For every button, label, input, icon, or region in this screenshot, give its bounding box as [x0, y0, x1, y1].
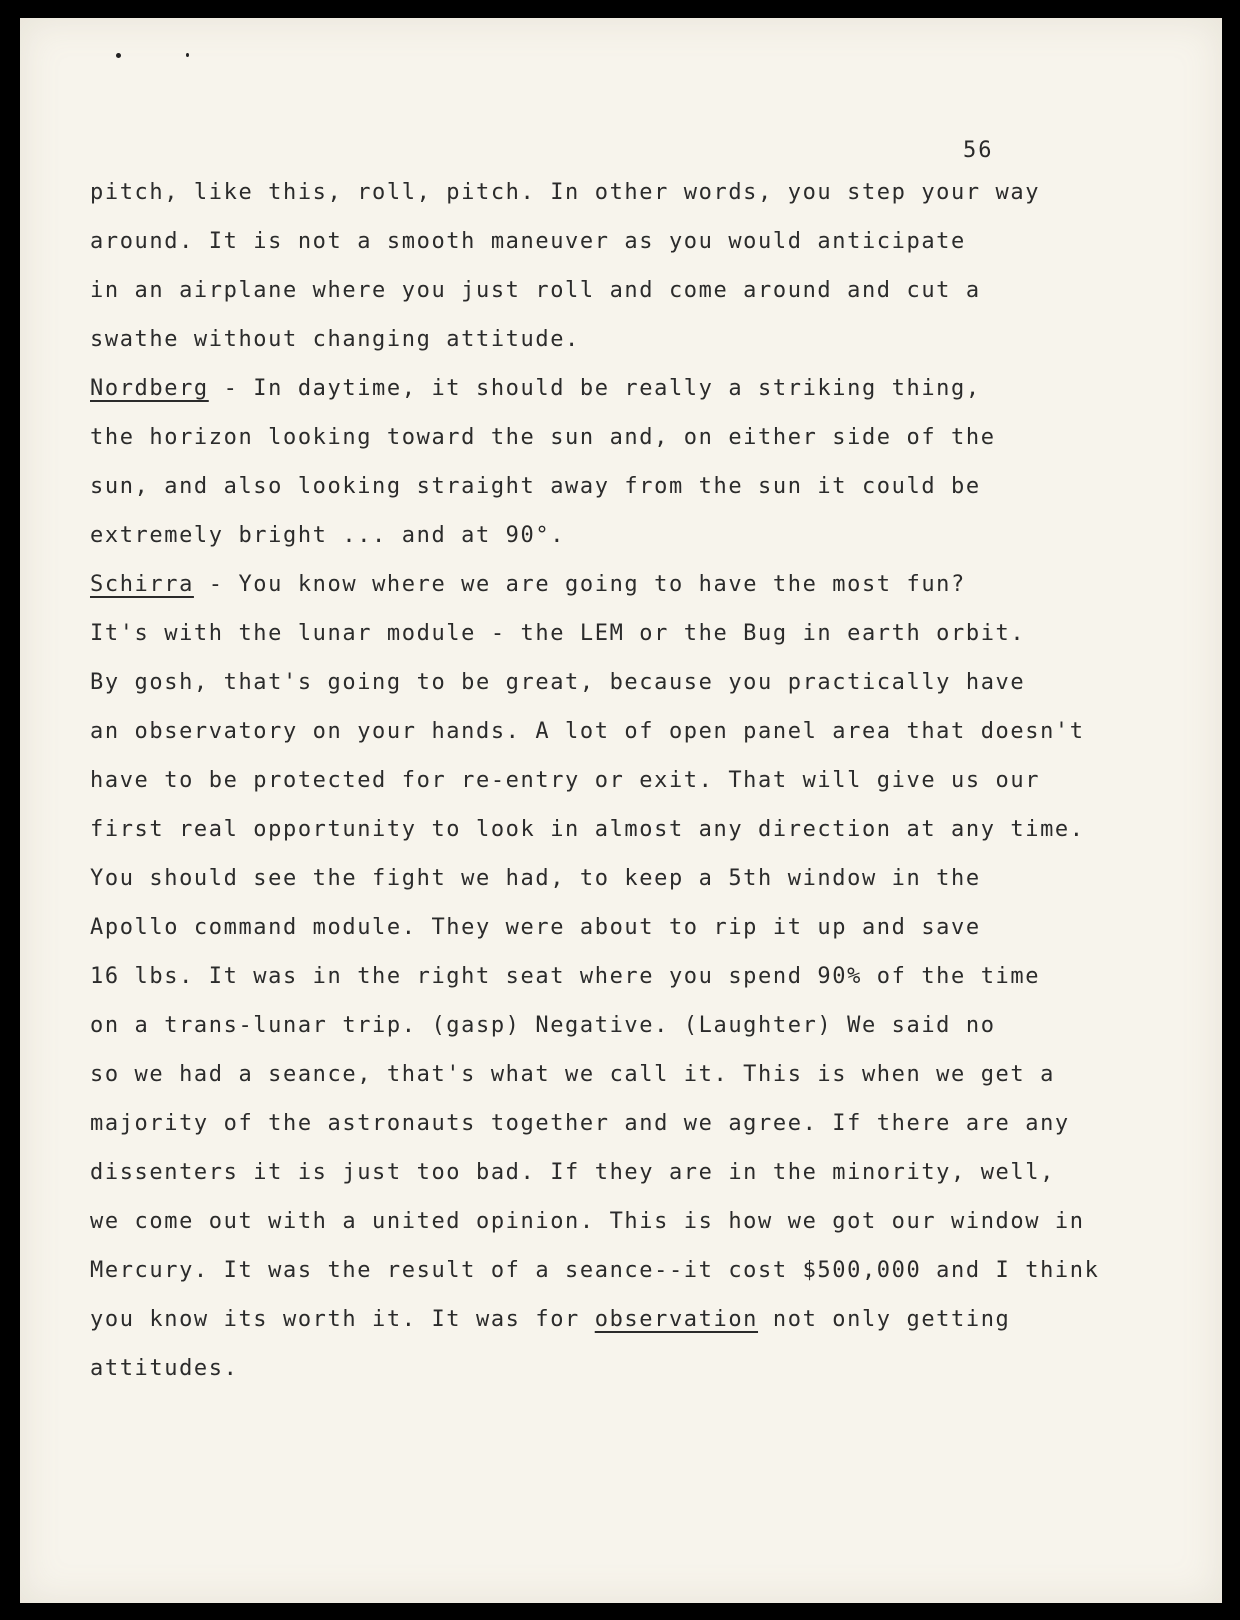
text-line: in an airplane where you just roll and come around and cut a	[90, 278, 981, 303]
text-line: swathe without changing attitude.	[90, 327, 580, 352]
text-line: By gosh, that's going to be great, because you practically have	[90, 670, 1026, 695]
text-line: sun, and also looking straight away from the sun it could be	[90, 474, 981, 499]
text-line: majority of the astronauts together and we agree. If there are any	[90, 1111, 1070, 1136]
text-line: Nordberg - In daytime, it should be really a striking thing,	[90, 376, 981, 401]
underlined-word: observation	[594, 1307, 759, 1332]
text-line: you know its worth it. It was for observation not only getting	[90, 1307, 1011, 1332]
text-line: It's with the lunar module - the LEM or the Bug in earth orbit.	[90, 621, 1026, 646]
text-line: have to be protected for re-entry or exit. That will give us our	[90, 768, 1041, 793]
text-line: Schirra - You know where we are going to have the most fun?	[90, 572, 966, 597]
text-line: on a trans-lunar trip. (gasp) Negative. (Laughter) We said no	[90, 1013, 996, 1038]
text-line: dissenters it is just too bad. If they are in the minority, well,	[90, 1160, 1055, 1185]
text-line: You should see the fight we had, to keep a 5th window in the	[90, 866, 981, 891]
page-number: 56	[963, 138, 994, 163]
document-page	[20, 18, 1222, 1603]
text-line: so we had a seance, that's what we call it. This is when we get a	[90, 1062, 1055, 1087]
speaker-name: Schirra	[90, 572, 194, 597]
text-line: pitch, like this, roll, pitch. In other words, you step your way	[90, 180, 1041, 205]
punch-mark	[186, 53, 189, 57]
speaker-name: Nordberg	[90, 376, 209, 401]
text-line: around. It is not a smooth maneuver as you would anticipate	[90, 229, 966, 254]
text-line: first real opportunity to look in almost any direction at any time.	[90, 817, 1085, 842]
text-line: an observatory on your hands. A lot of open panel area that doesn't	[90, 719, 1085, 744]
text-line: we come out with a united opinion. This is how we got our window in	[90, 1209, 1085, 1234]
text-line: attitudes.	[90, 1356, 239, 1381]
text-line: Mercury. It was the result of a seance--it cost $500,000 and I think	[90, 1258, 1100, 1283]
text-line: Apollo command module. They were about to rip it up and save	[90, 915, 981, 940]
text-line: extremely bright ... and at 90°.	[90, 523, 566, 548]
text-line: 16 lbs. It was in the right seat where you spend 90% of the time	[90, 964, 1041, 989]
text-line: the horizon looking toward the sun and, on either side of the	[90, 425, 996, 450]
punch-mark	[116, 53, 121, 58]
